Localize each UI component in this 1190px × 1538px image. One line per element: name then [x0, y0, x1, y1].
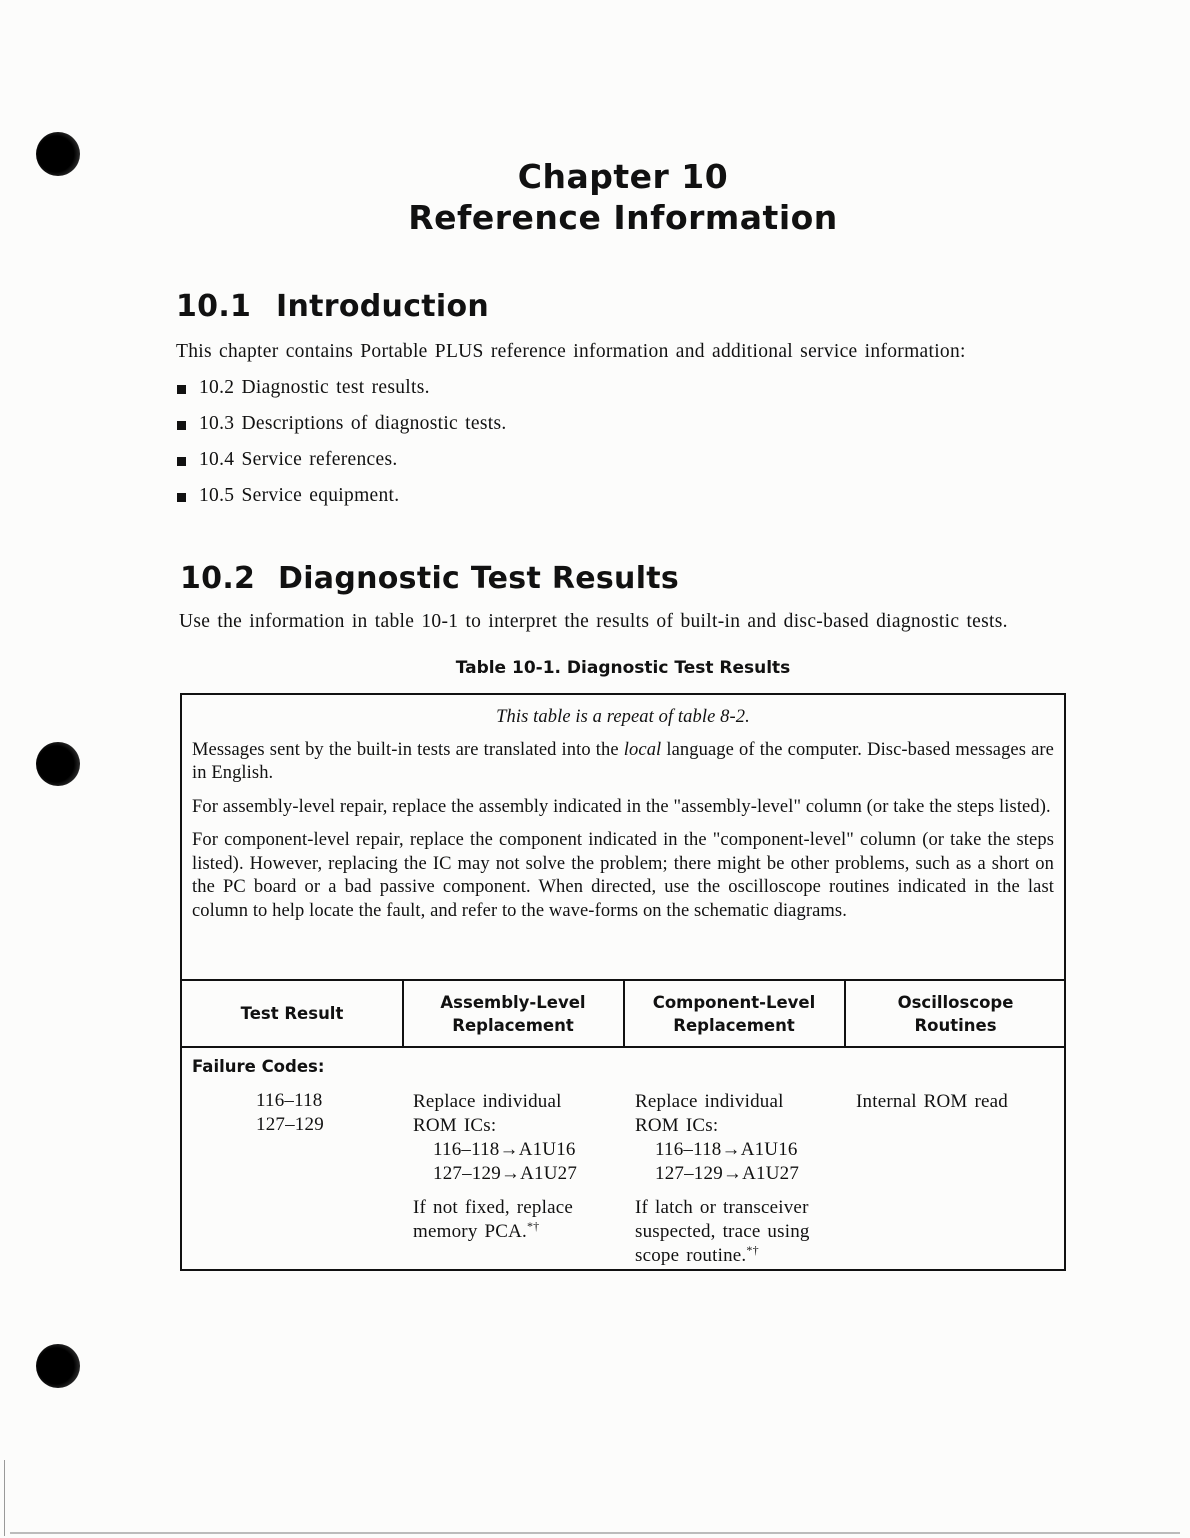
- column-header-oscilloscope: Oscilloscope Routines: [897, 992, 1014, 1035]
- section-heading-introduction: [176, 289, 489, 324]
- column-header-test-result: Test Result: [240, 1004, 344, 1023]
- list-item: 10.3 Descriptions of diagnostic tests.: [176, 413, 507, 449]
- binder-hole-middle: [36, 742, 80, 786]
- cell-assembly-level: Replace individual ROM ICs: 116–118→A1U16 127–129→A1U27 If not fixed, replace memory PCA.*†: [413, 1091, 578, 1242]
- list-item: 10.5 Service equipment.: [176, 485, 507, 521]
- table-note-component: For component-level repair, replace the component indicated in the "component-level" column (or take the steps listed). However, replacing the IC may not solve the problem; there might be other problems, such as a short on the PC board or a bad passive component. When directed, use the oscilloscope routines indicated in the last column to help locate the fault, and refer to the wave-forms on the schematic diagrams.: [192, 830, 1054, 921]
- scan-edge-bottom: [10, 1532, 1180, 1534]
- footnote-mark: *†: [746, 1243, 759, 1257]
- column-header-assembly-level: Assembly-Level Replacement: [440, 992, 586, 1035]
- list-item: 10.4 Service references.: [176, 449, 507, 485]
- chapter-title: [0, 156, 1190, 238]
- section-title: Diagnostic Test Results: [278, 561, 680, 596]
- list-item: 10.2 Diagnostic test results.: [176, 377, 507, 413]
- chapter-number: Chapter 10: [517, 157, 729, 196]
- bullet-square-icon: [177, 385, 186, 394]
- section-title: Introduction: [276, 289, 490, 324]
- section-heading-diagnostic-results: [180, 561, 679, 596]
- cell-component-level: Replace individual ROM ICs: 116–118→A1U16 127–129→A1U27 If latch or transceiver suspected, trace using scope routine.*†: [635, 1091, 810, 1266]
- cell-oscilloscope-routine: Internal ROM read: [856, 1091, 1008, 1112]
- intro-paragraph: This chapter contains Portable PLUS reference information and additional service information:: [176, 341, 966, 362]
- cell-failure-codes: 116–118 127–129: [256, 1090, 324, 1135]
- chapter-name: Reference Information: [408, 198, 838, 237]
- table-caption: Table 10-1. Diagnostic Test Results: [455, 658, 791, 678]
- intro-bullet-list: [176, 377, 507, 521]
- binder-hole-bottom: [36, 1344, 80, 1388]
- bullet-square-icon: [177, 457, 186, 466]
- results-paragraph: Use the information in table 10-1 to interpret the results of built-in and disc-based diagnostic tests.: [179, 611, 1008, 632]
- scan-edge-left: [4, 1460, 5, 1536]
- table-repeat-note: This table is a repeat of table 8-2.: [496, 707, 750, 727]
- table-note-assembly: For assembly-level repair, replace the assembly indicated in the "assembly-level" column (or take the steps listed).: [192, 796, 1051, 817]
- bullet-square-icon: [177, 421, 186, 430]
- failure-codes-label: Failure Codes:: [192, 1057, 325, 1076]
- section-number: 10.1: [176, 289, 252, 324]
- column-header-component-level: Component-Level Replacement: [652, 992, 816, 1035]
- table-note-language: Messages sent by the built-in tests are translated into the local language of the computer. Disc-based messages are in English.: [192, 739, 1054, 783]
- table-notes: [192, 695, 1054, 933]
- footnote-mark: *†: [526, 1219, 540, 1233]
- bullet-square-icon: [177, 493, 186, 502]
- diagnostic-results-table: [180, 693, 1066, 1271]
- section-number: 10.2: [180, 561, 256, 596]
